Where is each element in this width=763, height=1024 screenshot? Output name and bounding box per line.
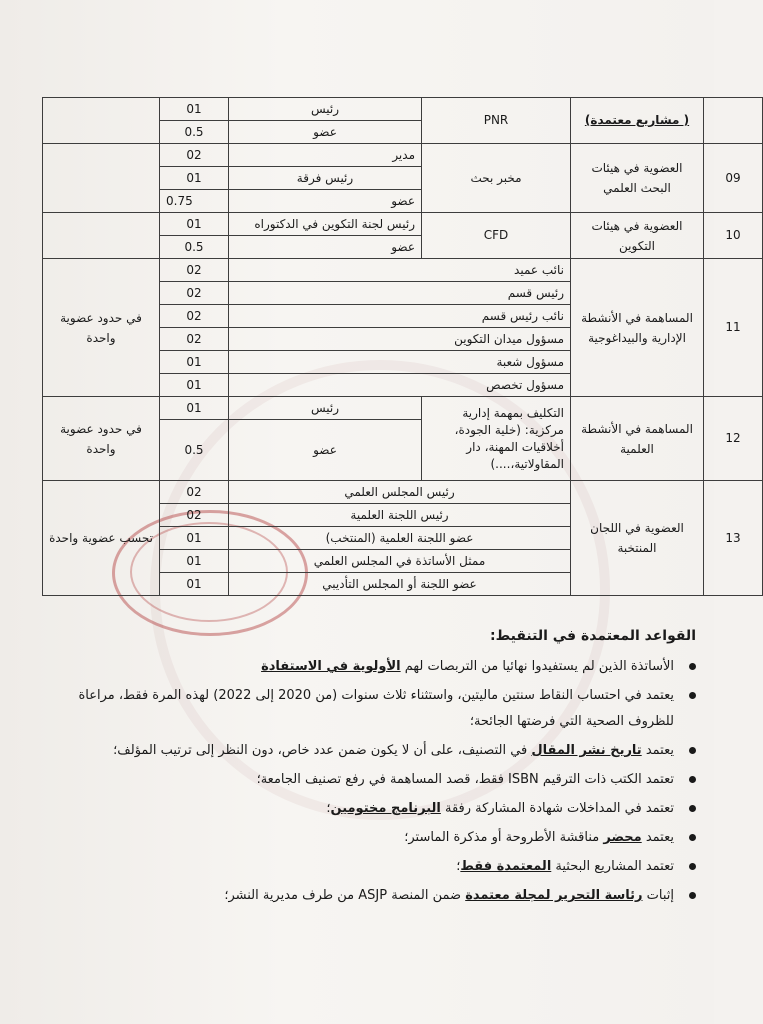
score-cell: 02 [160, 144, 229, 167]
role-cell: عضو [229, 190, 422, 213]
role-cell: رئيس المجلس العلمي [229, 481, 571, 504]
score-cell: 02 [160, 328, 229, 351]
type-cell: CFD [422, 213, 571, 259]
row-number: 11 [704, 259, 763, 397]
role-cell: رئيس قسم [229, 282, 571, 305]
criterion-cell: العضوية في هيئات التكوين [571, 213, 704, 259]
role-cell: رئيس [229, 98, 422, 121]
role-cell: عضو [229, 236, 422, 259]
score-cell: 01 [160, 213, 229, 236]
score-cell: 02 [160, 305, 229, 328]
row-number [704, 98, 763, 144]
note-cell: في حدود عضوية واحدة [43, 259, 160, 397]
row-number: 13 [704, 481, 763, 596]
role-cell: عضو [229, 121, 422, 144]
bullet-icon [689, 747, 696, 754]
rule-item: يعتمد في احتساب النقاط سنتين ماليتين، واستثناء ثلاث سنوات (من 2020 إلى 2022) لهذه المرة فقط، مراعاة للظروف الصحية التي فرضتها الجائحة؛ [40, 683, 702, 735]
criterion-cell: المساهمة في الأنشطة العلمية [571, 397, 704, 481]
table-row [43, 397, 763, 420]
rule-item: يعتمد محضر مناقشة الأطروحة أو مذكرة الماستر؛ [40, 825, 702, 851]
note-cell [43, 213, 160, 259]
role-cell: نائب عميد [229, 259, 571, 282]
role-cell: مسؤول تخصص [229, 374, 571, 397]
role-cell: رئيس فرقة [229, 167, 422, 190]
score-cell: 02 [160, 481, 229, 504]
table-row [43, 213, 763, 236]
role-cell: رئيس اللجنة العلمية [229, 504, 571, 527]
table-row [43, 481, 763, 504]
rule-item: تعتمد الكتب ذات الترقيم ISBN فقط، قصد المساهمة في رفع تصنيف الجامعة؛ [40, 767, 702, 793]
score-cell: 01 [160, 397, 229, 420]
rules-section [40, 628, 702, 912]
type-cell: PNR [422, 98, 571, 144]
role-cell: عضو [229, 420, 422, 481]
score-cell: 01 [160, 550, 229, 573]
role-cell: عضو اللجنة العلمية (المنتخب) [229, 527, 571, 550]
row-number: 12 [704, 397, 763, 481]
score-cell: 02 [160, 504, 229, 527]
score-cell: 01 [160, 573, 229, 596]
note-cell: تحسب عضوية واحدة [43, 481, 160, 596]
score-cell: 02 [160, 282, 229, 305]
role-cell: مسؤول ميدان التكوين [229, 328, 571, 351]
bullet-icon [689, 692, 696, 699]
rule-item: الأساتذة الذين لم يستفيدوا نهائيا من التربصات لهم الأولوية في الاستفادة [40, 654, 702, 680]
table-row [43, 98, 763, 121]
role-cell: رئيس [229, 397, 422, 420]
scoring-table [42, 97, 763, 596]
rule-item: يعتمد تاريخ نشر المقال في التصنيف، على أن لا يكون ضمن عدد خاص، دون النظر إلى ترتيب المؤلف؛ [40, 738, 702, 764]
bullet-icon [689, 834, 696, 841]
note-cell [43, 98, 160, 144]
row-number: 09 [704, 144, 763, 213]
rules-title: القواعد المعتمدة في التنقيط: [490, 628, 696, 644]
type-cell: التكليف بمهمة إدارية مركزية: (خلية الجودة، أخلاقيات المهنة، دار المقاولاتية،....) [422, 397, 571, 481]
type-cell: مخبر بحث [422, 144, 571, 213]
score-cell: 0.5 [160, 236, 229, 259]
role-cell: ممثل الأساتذة في المجلس العلمي [229, 550, 571, 573]
bullet-icon [689, 805, 696, 812]
score-cell: 01 [160, 351, 229, 374]
score-cell: 02 [160, 259, 229, 282]
rule-item: إثبات رئاسة التحرير لمجلة معتمدة ضمن المنصة ASJP من طرف مديرية النشر؛ [40, 883, 702, 909]
score-cell: 0.75 [160, 190, 229, 213]
score-cell: 01 [160, 98, 229, 121]
score-cell: 0.5 [160, 420, 229, 481]
criterion-cell: العضوية في هيئات البحث العلمي [571, 144, 704, 213]
score-cell: 01 [160, 527, 229, 550]
bullet-icon [689, 892, 696, 899]
table-row [43, 144, 763, 167]
score-cell: 0.5 [160, 121, 229, 144]
bullet-icon [689, 663, 696, 670]
role-cell: عضو اللجنة أو المجلس التأديبي [229, 573, 571, 596]
row-number: 10 [704, 213, 763, 259]
score-cell: 01 [160, 374, 229, 397]
criterion-cell: العضوية في اللجان المنتخبة [571, 481, 704, 596]
table-row [43, 259, 763, 282]
criterion-cell: المساهمة في الأنشطة الإدارية والبيداغوجية [571, 259, 704, 397]
role-cell: مسؤول شعبة [229, 351, 571, 374]
role-cell: نائب رئيس قسم [229, 305, 571, 328]
rule-item: تعتمد في المداخلات شهادة المشاركة رفقة البرنامج مختومين؛ [40, 796, 702, 822]
bullet-icon [689, 863, 696, 870]
rule-item: تعتمد المشاريع البحثية المعتمدة فقط؛ [40, 854, 702, 880]
role-cell: رئيس لجنة التكوين في الدكتوراه [229, 213, 422, 236]
criterion-cell: ( مشاريع معتمدة) [571, 98, 704, 144]
role-cell: مدير [229, 144, 422, 167]
bullet-icon [689, 776, 696, 783]
note-cell: في حدود عضوية واحدة [43, 397, 160, 481]
note-cell [43, 144, 160, 213]
score-cell: 01 [160, 167, 229, 190]
